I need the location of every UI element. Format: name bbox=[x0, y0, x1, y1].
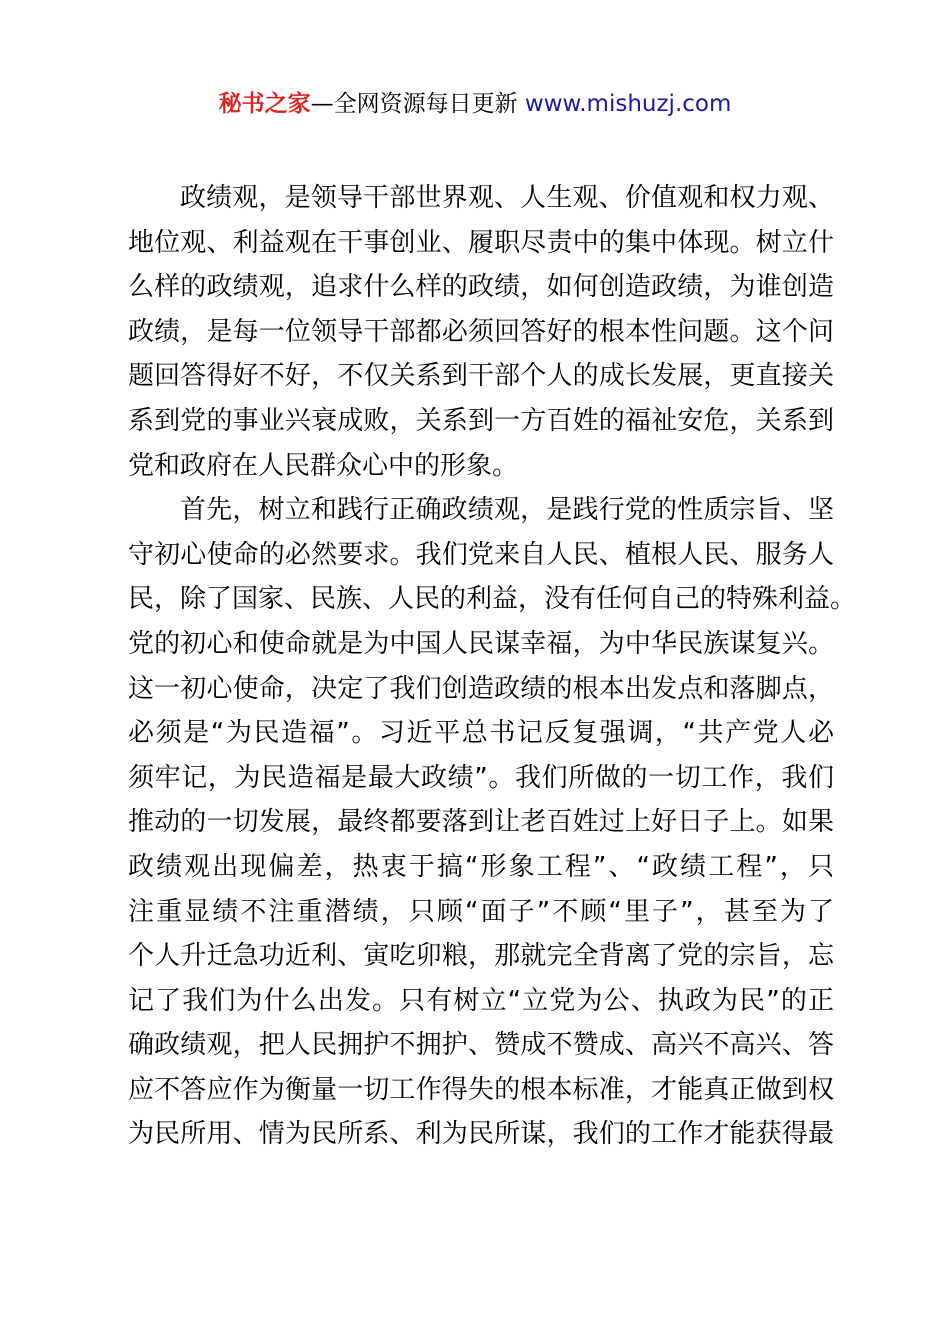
paragraph-2-line-5: 这一初心使命，决定了我们创造政绩的根本出发点和落脚点， bbox=[128, 673, 834, 704]
paragraph-2-line-3: 民，除了国家、民族、人民的利益，没有任何自己的特殊利益。 bbox=[128, 584, 857, 615]
paragraph-2-line-6: 必须是“为民造福”。习近平总书记反复强调，“共产党人必 bbox=[128, 718, 834, 749]
body-text bbox=[128, 176, 857, 1157]
paragraph-2-line-10: 注重显绩不注重潜绩，只顾“面子”不顾“里子”，甚至为了 bbox=[128, 896, 834, 927]
paragraph-1-line-7: 党和政府在人民群众心中的形象。 bbox=[128, 450, 519, 481]
paragraph-2-line-1: 首先，树立和践行正确政绩观，是践行党的性质宗旨、坚 bbox=[180, 495, 834, 526]
paragraph-2-line-14: 应不答应作为衡量一切工作得失的根本标准，才能真正做到权 bbox=[128, 1074, 834, 1105]
paragraph-2-line-9: 政绩观出现偏差，热衷于搞“形象工程”、“政绩工程”，只 bbox=[128, 851, 834, 882]
paragraph-1-line-4: 政绩，是每一位领导干部都必须回答好的根本性问题。这个问 bbox=[128, 316, 834, 347]
paragraph-1-line-6: 系到党的事业兴衰成败，关系到一方百姓的福祉安危，关系到 bbox=[128, 405, 834, 436]
paragraph-2-line-13: 确政绩观，把人民拥护不拥护、赞成不赞成、高兴不高兴、答 bbox=[128, 1030, 834, 1061]
paragraph-1-line-2: 地位观、利益观在干事创业、履职尽责中的集中体现。树立什 bbox=[128, 227, 834, 258]
header-tagline: —全网资源每日更新 bbox=[310, 91, 518, 117]
paragraph-2-line-2: 守初心使命的必然要求。我们党来自人民、植根人民、服务人 bbox=[128, 539, 834, 570]
site-url-link[interactable]: www.mishuzj.com bbox=[524, 91, 732, 117]
paragraph-2-line-7: 须牢记，为民造福是最大政绩”。我们所做的一切工作，我们 bbox=[128, 762, 834, 793]
paragraph-1-line-5: 题回答得好不好，不仅关系到干部个人的成长发展，更直接关 bbox=[128, 361, 834, 392]
paragraph-2-line-4: 党的初心和使命就是为中国人民谋幸福，为中华民族谋复兴。 bbox=[128, 628, 834, 659]
paragraph-1-line-1: 政绩观，是领导干部世界观、人生观、价值观和权力观、 bbox=[180, 183, 834, 213]
paragraph-2-line-12: 记了我们为什么出发。只有树立“立党为公、执政为民”的正 bbox=[128, 985, 834, 1016]
paragraph-2-line-8: 推动的一切发展，最终都要落到让老百姓过上好日子上。如果 bbox=[128, 807, 834, 838]
paragraph-2-line-15: 为民所用、情为民所系、利为民所谋，我们的工作才能获得最 bbox=[128, 1119, 834, 1150]
paragraph-1-line-3: 么样的政绩观，追求什么样的政绩，如何创造政绩，为谁创造 bbox=[128, 272, 834, 303]
paragraph-2-line-11: 个人升迁急功近利、寅吃卯粮，那就完全背离了党的宗旨，忘 bbox=[128, 941, 834, 972]
brand-name: 秘书之家 bbox=[218, 91, 311, 117]
page-header bbox=[0, 86, 950, 122]
